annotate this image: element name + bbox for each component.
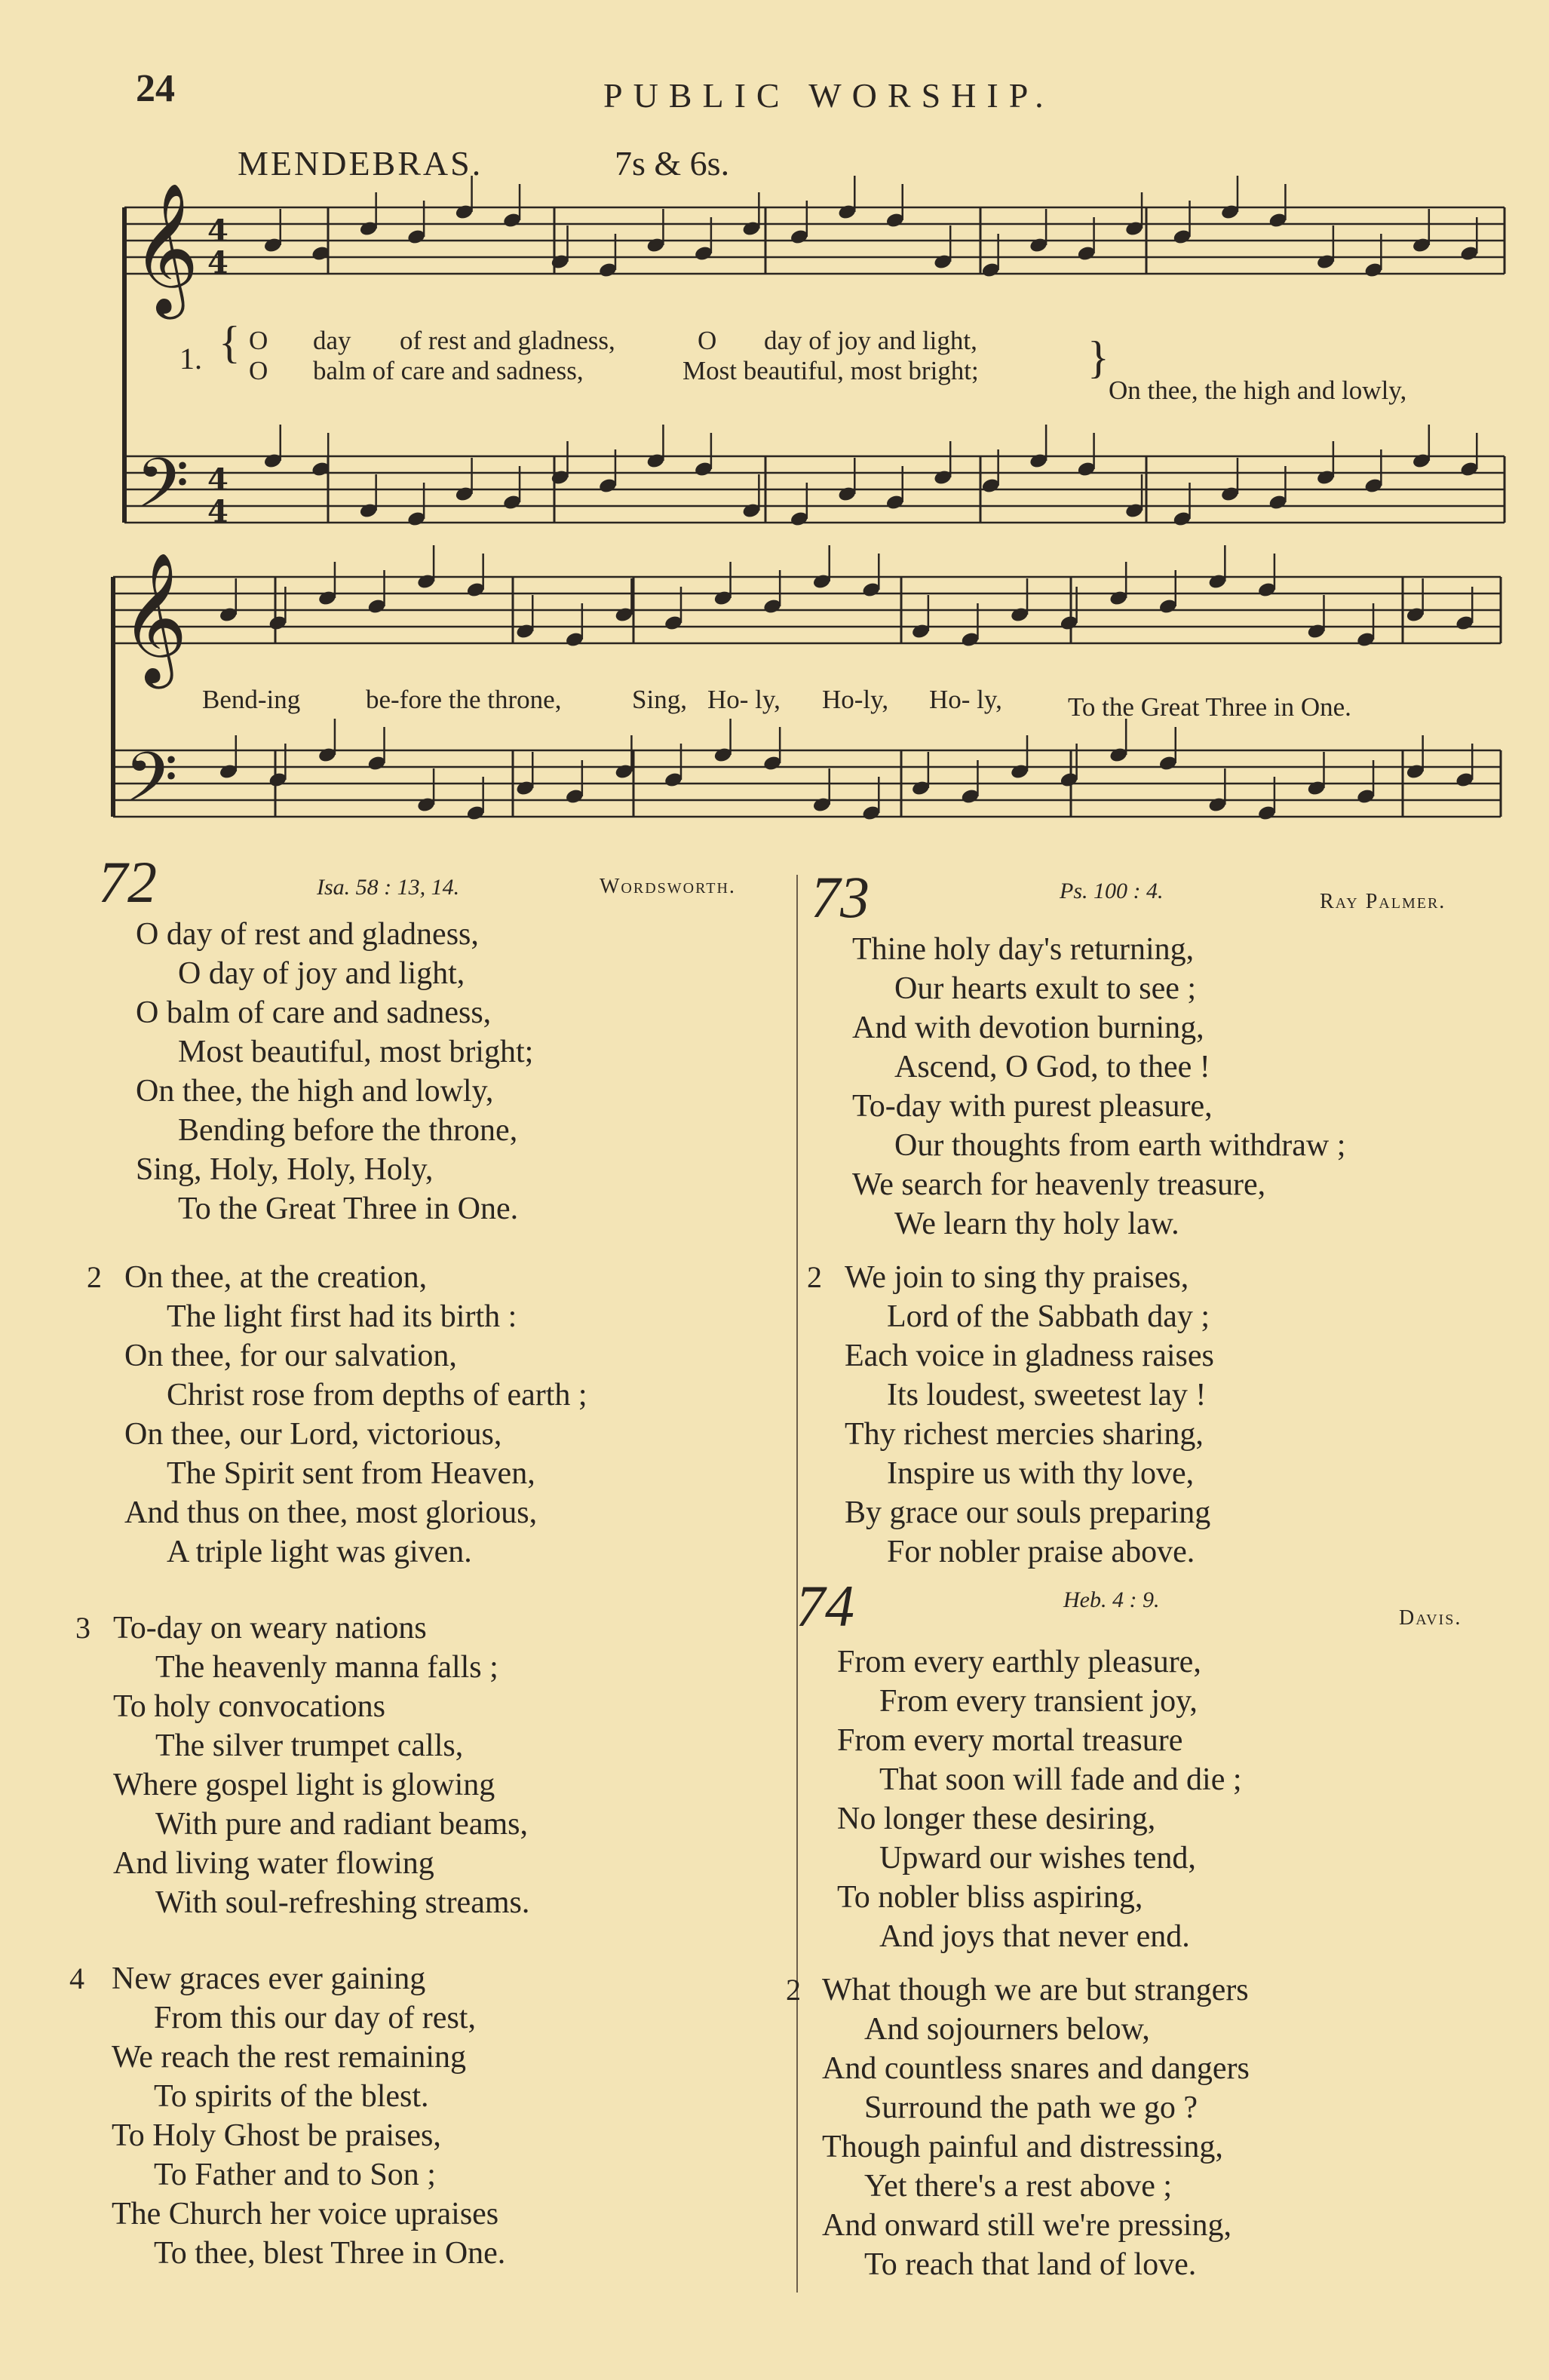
hymn-line: Our thoughts from earth withdraw ;: [894, 1128, 1346, 1163]
hymn-author: Davis.: [1399, 1606, 1462, 1630]
brace-glyph: }: [1087, 333, 1109, 382]
hymn-line: A triple light was given.: [167, 1535, 472, 1569]
hymn-line: To spirits of the blest.: [154, 2079, 429, 2114]
scripture-reference: Heb. 4 : 9.: [1063, 1587, 1160, 1612]
lyric-syllable: balm of care and sadness,: [313, 356, 584, 385]
hymn-line: And joys that never end.: [879, 1919, 1190, 1954]
bass-clef-icon: 𝄢: [136, 443, 189, 540]
hymn-number: 72: [98, 849, 157, 915]
hymn-line: Ascend, O God, to thee !: [894, 1050, 1210, 1084]
hymn-line: And thus on thee, most glorious,: [124, 1495, 538, 1530]
hymn-line: Inspire us with thy love,: [887, 1456, 1195, 1491]
lyric-syllable: day: [313, 326, 351, 355]
stanza-number: 3: [75, 1611, 90, 1645]
hymn-line: On thee, for our salvation,: [124, 1339, 457, 1373]
brace-glyph: {: [219, 317, 241, 367]
hymn-line: And countless snares and dangers: [822, 2051, 1250, 2086]
lyric-syllable: Bend-ing: [202, 685, 301, 714]
hymn-line: To Holy Ghost be praises,: [112, 2118, 441, 2153]
lyric-syllable: Ho- ly,: [707, 685, 781, 714]
tune-name: MENDEBRAS.: [238, 144, 483, 182]
hymn-line: Christ rose from depths of earth ;: [167, 1378, 587, 1412]
lyric-syllable: Ho- ly,: [929, 685, 1002, 714]
hymn-line: We reach the rest remaining: [112, 2040, 467, 2075]
lyric-syllable: of rest and gladness,: [400, 326, 615, 355]
hymn-line: O balm of care and sadness,: [136, 995, 492, 1030]
lyric-syllable: O: [698, 326, 717, 355]
stanza-number: 2: [87, 1260, 102, 1294]
hymn-line: We learn thy holy law.: [894, 1207, 1179, 1241]
hymn-line: New graces ever gaining: [112, 1961, 426, 1996]
hymn-line: We join to sing thy praises,: [845, 1260, 1189, 1295]
hymn-line: With soul-refreshing streams.: [155, 1885, 530, 1920]
hymn-line: To Father and to Son ;: [154, 2158, 436, 2192]
time-signature: 4: [207, 245, 229, 281]
hymn-line: From this our day of rest,: [154, 2001, 476, 2035]
hymn-line: Most beautiful, most bright;: [178, 1035, 534, 1069]
hymn-line: What though we are but strangers: [822, 1973, 1249, 2007]
music-notation: [0, 0, 1549, 852]
scripture-reference: Ps. 100 : 4.: [1060, 879, 1164, 903]
lyric-syllable: To the Great Three in One.: [1068, 692, 1351, 722]
hymn-author: Ray Palmer.: [1320, 890, 1446, 913]
hymn-line: We search for heavenly treasure,: [852, 1167, 1266, 1202]
page-number: 24: [136, 67, 175, 110]
hymn-line: Though painful and distressing,: [822, 2130, 1223, 2164]
hymn-line: On thee, our Lord, victorious,: [124, 1417, 502, 1452]
hymn-line: On thee, at the creation,: [124, 1260, 428, 1295]
lyric-syllable: O: [249, 326, 268, 355]
stanza-number: 2: [807, 1260, 822, 1294]
hymn-line: To-day with purest pleasure,: [852, 1089, 1213, 1124]
time-signature: 4: [207, 213, 229, 249]
lyric-syllable: On thee, the high and lowly,: [1109, 376, 1407, 405]
stanza-number: 2: [786, 1973, 801, 2007]
hymn-line: From every mortal treasure: [837, 1723, 1183, 1758]
treble-clef-icon: 𝄞: [121, 552, 188, 683]
hymn-line: Yet there's a rest above ;: [864, 2169, 1173, 2204]
lyric-syllable: Ho-ly,: [822, 685, 889, 714]
lyric-syllable: Most beautiful, most bright;: [682, 356, 979, 385]
hymn-line: Bending before the throne,: [178, 1113, 518, 1148]
hymn-line: From every earthly pleasure,: [837, 1645, 1201, 1679]
hymn-line: That soon will fade and die ;: [879, 1762, 1242, 1797]
hymn-line: On thee, the high and lowly,: [136, 1074, 494, 1109]
hymn-line: To the Great Three in One.: [178, 1192, 519, 1226]
hymn-line: Sing, Holy, Holy, Holy,: [136, 1152, 434, 1187]
hymn-number: 73: [811, 864, 870, 930]
hymn-line: To-day on weary nations: [113, 1611, 427, 1645]
hymn-line: To nobler bliss aspiring,: [837, 1880, 1143, 1915]
lyric-syllable: O: [249, 356, 268, 385]
hymn-line: To holy convocations: [113, 1689, 385, 1724]
hymn-line: Thy richest mercies sharing,: [845, 1417, 1204, 1452]
hymn-line: Upward our wishes tend,: [879, 1841, 1196, 1875]
hymn-line: With pure and radiant beams,: [155, 1807, 528, 1842]
hymn-line: Thine holy day's returning,: [852, 932, 1195, 967]
hymn-line: Lord of the Sabbath day ;: [887, 1299, 1210, 1334]
lyric-syllable: day of joy and light,: [764, 326, 977, 355]
hymn-line: The light first had its birth :: [167, 1299, 517, 1334]
treble-clef-icon: 𝄞: [132, 182, 199, 314]
hymn-line: The heavenly manna falls ;: [155, 1650, 498, 1685]
hymn-line: By grace our souls preparing: [845, 1495, 1211, 1530]
hymn-author: Wordsworth.: [600, 875, 736, 898]
hymn-number: 74: [796, 1573, 854, 1639]
hymn-line: Where gospel light is glowing: [113, 1768, 495, 1802]
hymn-line: To reach that land of love.: [864, 2247, 1197, 2282]
hymn-line: The Church her voice upraises: [112, 2197, 499, 2231]
hymn-line: For nobler praise above.: [887, 1535, 1195, 1569]
stanza-number: 4: [69, 1961, 84, 1995]
hymn-line: And living water flowing: [113, 1846, 434, 1881]
hymn-line: The silver trumpet calls,: [155, 1728, 464, 1763]
lyric-syllable: Sing,: [632, 685, 687, 714]
hymn-line: To thee, blest Three in One.: [154, 2236, 506, 2271]
hymn-line: The Spirit sent from Heaven,: [167, 1456, 535, 1491]
verse-number: 1.: [179, 342, 202, 376]
scripture-reference: Isa. 58 : 13, 14.: [317, 875, 460, 900]
hymn-line: O day of rest and gladness,: [136, 917, 479, 952]
hymn-line: O day of joy and light,: [178, 956, 465, 991]
tune-meter: 7s & 6s.: [615, 144, 730, 182]
hymn-line: No longer these desiring,: [837, 1802, 1156, 1836]
hymn-line: And sojourners below,: [864, 2012, 1150, 2047]
bass-clef-icon: 𝄢: [124, 738, 178, 834]
hymn-line: Its loudest, sweetest lay !: [887, 1378, 1207, 1412]
lyric-syllable: be-fore the throne,: [366, 685, 562, 714]
hymn-line: And onward still we're pressing,: [822, 2208, 1232, 2243]
hymn-line: And with devotion burning,: [852, 1011, 1204, 1045]
hymn-line: Our hearts exult to see ;: [894, 971, 1197, 1006]
time-signature: 4: [207, 462, 229, 498]
running-head: PUBLIC WORSHIP.: [603, 76, 1054, 115]
hymn-line: Surround the path we go ?: [864, 2090, 1198, 2125]
hymn-line: Each voice in gladness raises: [845, 1339, 1214, 1373]
time-signature: 4: [207, 494, 229, 529]
hymn-line: From every transient joy,: [879, 1684, 1198, 1719]
